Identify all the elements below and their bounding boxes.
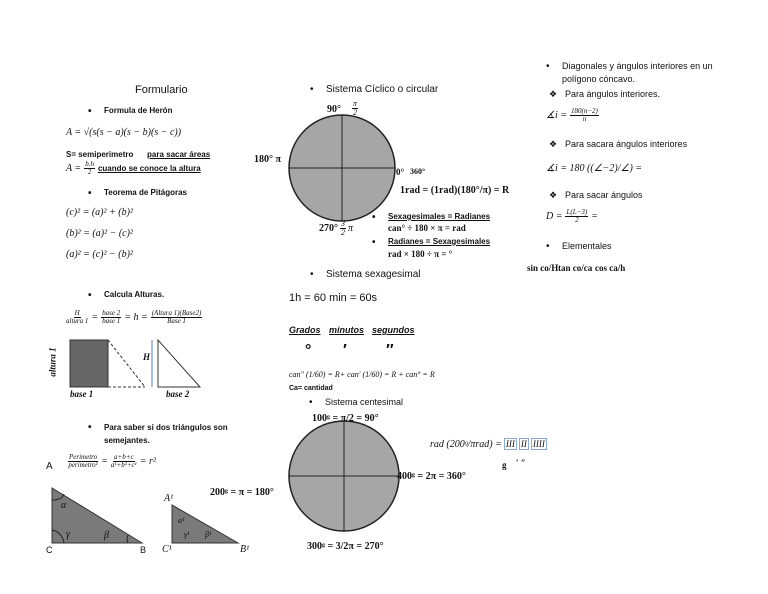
altura1-label: altura 1 [47, 347, 58, 377]
g-label: g [502, 460, 507, 470]
answer-box-2: II [520, 439, 527, 449]
cos-formula: cos ca/h [595, 263, 626, 273]
rad-sex-title: • Radianes = Sexagesimales [388, 237, 490, 246]
centesimal-title: • Sistema centesimal [325, 397, 403, 407]
pythagoras-3: (a)² = (c)² − (b)² [66, 249, 133, 260]
base1-label: base 1 [70, 389, 94, 399]
heron-title: • Formula de Herón [104, 106, 172, 115]
similar-f1 [68, 454, 98, 469]
page-title: Formulario [135, 84, 188, 96]
semiperimeter-text: S= semiperimetro [66, 150, 134, 159]
answer-box-3: IIII [532, 439, 545, 449]
deg270-group [319, 220, 353, 237]
tri-C-label: C [46, 545, 53, 555]
sym-deg: ° [305, 342, 312, 359]
cyclic-title: • Sistema Cíclico o circular [326, 84, 438, 95]
grados-label: Grados [289, 325, 321, 335]
angles-num: L(L−3) [566, 208, 588, 216]
pi-over-2 [352, 100, 358, 118]
tri2-gamma: γ¹ [184, 530, 190, 539]
pi-270: π [348, 223, 354, 234]
interior-title: ❖ Para ángulos interiores. [565, 89, 660, 99]
minutos-label: minutos [329, 325, 364, 335]
deg270: 270° [319, 223, 338, 234]
angles-den: 2 [575, 216, 579, 224]
deg90: 90° [327, 104, 341, 115]
interior-lhs: ∡i = [546, 110, 567, 121]
g-marks: ′ ″ [516, 458, 526, 468]
heights-f2-den: base 1 [102, 317, 121, 325]
pythagoras-2: (b)² = (a)² − (c)² [66, 228, 133, 239]
interior-den: n [582, 115, 587, 123]
for-areas-text: para sacar áreas [147, 150, 211, 159]
similar-f1-den: perimetro¹ [68, 461, 98, 469]
area-num: b.h [85, 160, 94, 168]
pythagoras-title: • Teorema de Pitágoras [104, 188, 187, 197]
heights-formula: $\frac{H}{\text{altura 1}}$ = $\frac{\text{base 2}}{\text{base 1}}$ = h = $\frac{\text{(Altura 1)(Base2)}}{\text{Base 1}}$ [66, 309, 202, 325]
deg360: 360° [410, 167, 426, 176]
area-fraction [84, 161, 95, 176]
similar-title: • Para saber si dos triángulos son semejantes. [104, 421, 244, 447]
ext-formula: ∡i = 180 ((∠−2)/∠) = [546, 163, 643, 174]
tan-formula: tan co/ca [558, 263, 593, 273]
area-lhs: A = [66, 163, 82, 174]
tri-beta: β [104, 530, 109, 541]
pi-over-2-num: π [353, 99, 358, 109]
segundos-label: segundos [372, 325, 415, 335]
angles-lhs: D = [546, 211, 563, 222]
tri-alpha: α [61, 500, 67, 511]
heron-formula: A = √(s(s − a)(s − b)(s − c)) [66, 127, 182, 138]
similar-f2-num: a+b+c [114, 453, 134, 461]
sym-sec: ″ [386, 342, 394, 359]
three-half-num: 3 [341, 219, 345, 228]
cent-400: 400ᵍ = 2π = 360° [397, 471, 466, 482]
sexagesimal-title: • Sistema sexagesimal [326, 269, 420, 280]
altura-square [70, 340, 108, 387]
rad-cent-formula: rad (200ᵍ/πrad) = [430, 438, 502, 450]
dashed-line [108, 340, 145, 387]
angles-formula [546, 209, 598, 224]
deg180: 180° π [254, 154, 281, 165]
angles-rhs: = [591, 211, 598, 222]
similar-formula: $\frac{\text{Perimetro}}{\text{perimetro¹}}$ = $\frac{a+b+c}{\text{a¹+b¹+c¹}}$ = r² [68, 453, 156, 469]
angles-fraction [565, 209, 588, 224]
area-formula [66, 161, 201, 176]
ext-title: ❖ Para sacara ángulos interiores [565, 139, 687, 149]
elementales-title: • Elementales [562, 241, 612, 251]
interior-formula [546, 108, 599, 123]
cent-100: 100ᵍ = π/2 = 90° [312, 413, 379, 424]
similar-f2 [111, 454, 137, 469]
sex-rad-title: • Sexagesimales = Radianes [388, 212, 490, 221]
tri2-beta: β¹ [205, 530, 212, 539]
pi-over-2-den: 2 [353, 108, 357, 118]
tri2-C-label: C¹ [162, 544, 172, 555]
sym-min: ′ [343, 342, 347, 359]
heights-title: • Calcula Alturas. [104, 290, 164, 299]
tri2-alpha: α¹ [178, 516, 185, 525]
tri2-A-label: A¹ [164, 493, 174, 504]
can-formula: can" (1/60) = R+ can′ (1/60) = R + can° = R [289, 370, 435, 379]
heights-f3-num: (Altura 1)(Base2) [151, 309, 202, 317]
heights-f1-den: altura 1 [66, 317, 89, 325]
heights-f1-num: H [74, 309, 80, 317]
sin-formula: sin co/H [527, 263, 559, 273]
tri-B-label: B [140, 545, 147, 555]
interior-num: 180(n−2) [571, 107, 598, 115]
heights-f1 [66, 310, 88, 325]
can-label: Ca= cantidad [289, 385, 333, 392]
answer-box-1: III [505, 439, 515, 449]
rad-sex-formula: rad × 180 ÷ π = ° [388, 249, 453, 259]
rad-cent-group [430, 438, 547, 450]
angles-title: ❖ Para sacar ángulos [565, 190, 643, 200]
diagonals-title: • Diagonales y ángulos interiores en un polígono cóncavo. [562, 60, 732, 86]
tri-gamma: γ [66, 529, 70, 540]
heights-mid: = h = [124, 312, 148, 323]
deg0: 0° [396, 167, 405, 177]
similar-f2-den: a¹+b¹+c¹ [110, 461, 137, 469]
heights-f2 [101, 310, 121, 325]
similar-rhs: = r² [139, 456, 156, 467]
three-half-den: 2 [341, 228, 345, 237]
tri2-B-label: B¹ [240, 544, 250, 555]
cent-200: 200ᵍ = π = 180° [210, 487, 274, 498]
right-triangle [158, 340, 200, 387]
time-eq: 1h = 60 min = 60s [289, 292, 378, 304]
similar-A-label: A [46, 461, 53, 472]
area-den: 2 [87, 168, 92, 176]
height-known-text: cuando se conoce la altura [97, 164, 201, 173]
H-label: H [143, 352, 151, 362]
sex-rad-formula: can° ÷ 180 × π = rad [388, 223, 466, 233]
interior-fraction [570, 108, 599, 123]
cent-300: 300ᵍ = 3/2π = 270° [307, 541, 384, 552]
heights-f3-den: Base 1 [167, 317, 186, 325]
rad-formula: 1rad = (1rad)(180°/π) = R [400, 185, 510, 196]
heights-f3 [151, 310, 203, 325]
heights-f2-num: base 2 [102, 309, 121, 317]
pythagoras-1: (c)² = (a)² + (b)² [66, 207, 133, 218]
similar-f1-num: Perimetro [69, 453, 98, 461]
base2-label: base 2 [166, 389, 190, 399]
